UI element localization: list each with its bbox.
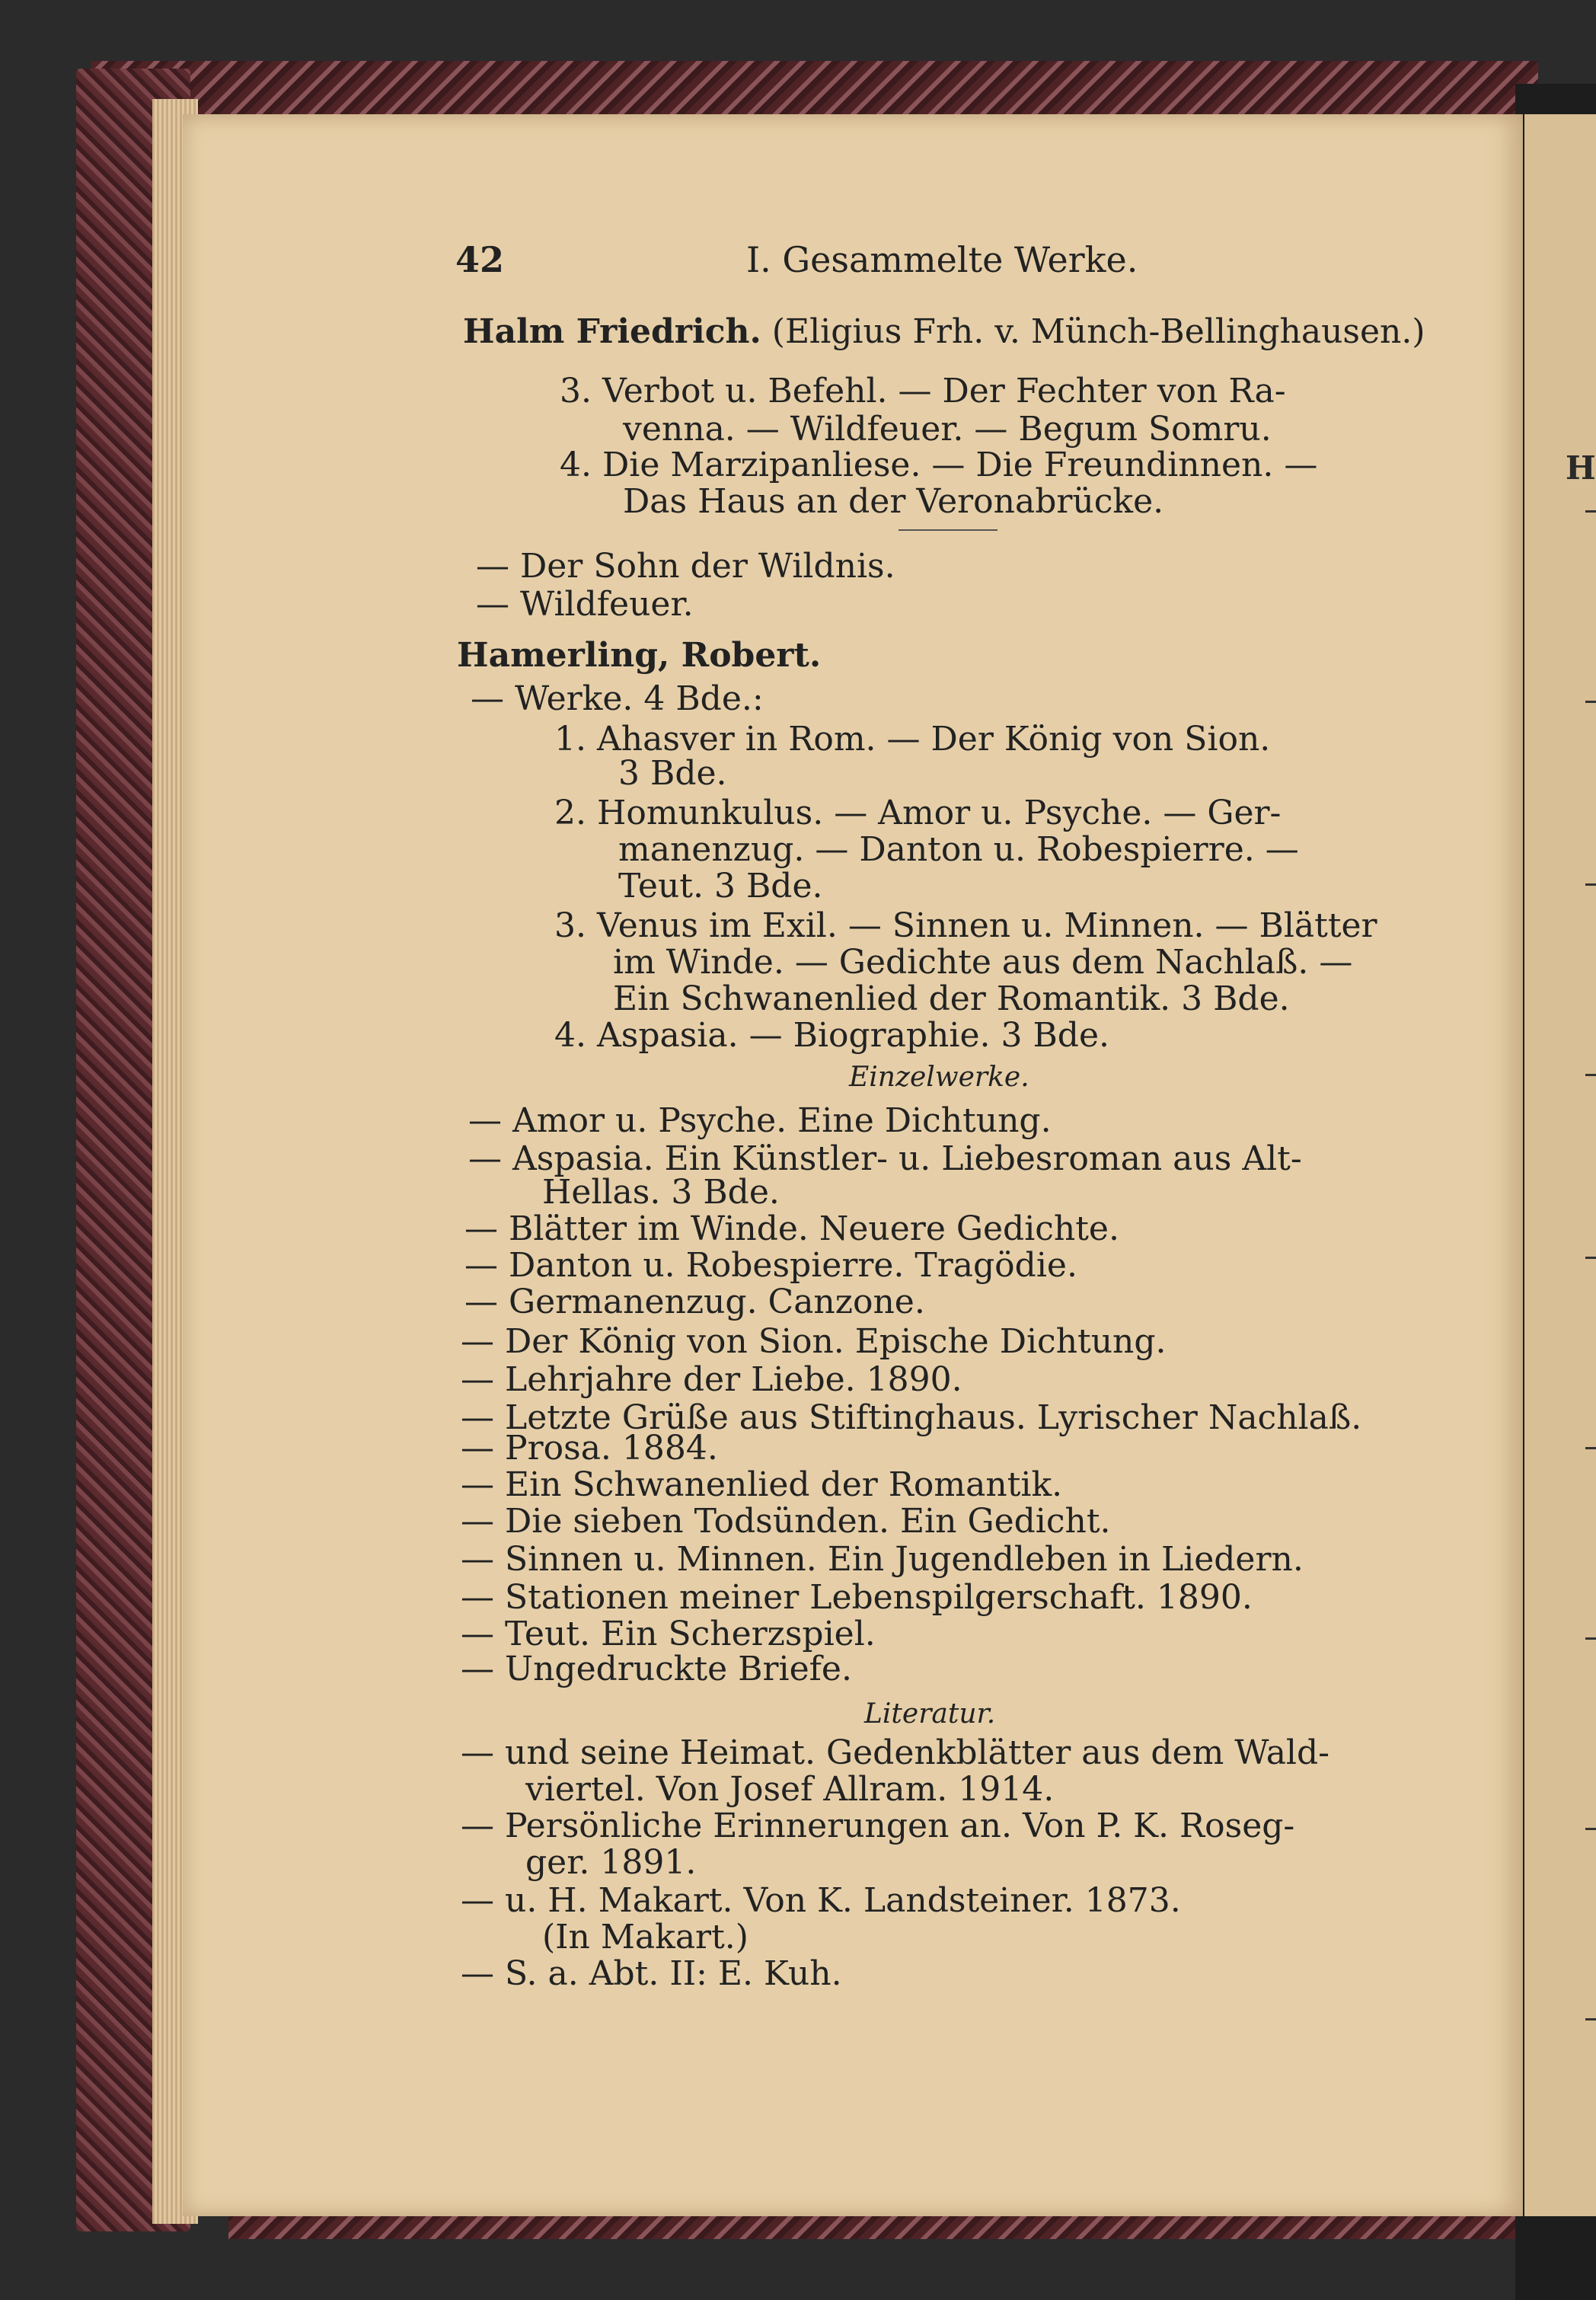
einzelwerk-line: — Die sieben Todsünden. Ein Gedicht. xyxy=(461,1502,1111,1541)
works-line: 3 Bde. xyxy=(618,754,727,793)
literatur-line: — u. H. Makart. Von K. Landsteiner. 1873. xyxy=(461,1881,1181,1920)
halm-single: — Der Sohn der Wildnis. xyxy=(476,547,895,586)
einzelwerke-heading: Einzelwerke. xyxy=(849,1062,1029,1093)
einzelwerk-line: — Lehrjahre der Liebe. 1890. xyxy=(461,1360,962,1399)
halm-name: Halm Friedrich. xyxy=(463,312,761,351)
halm-pseudonym: (Eligius Frh. v. Münch-Bellinghausen.) xyxy=(771,312,1425,351)
halm-line: 3. Verbot u. Befehl. — Der Fechter von Ra- xyxy=(560,372,1286,410)
literatur-line: viertel. Von Josef Allram. 1914. xyxy=(525,1770,1055,1809)
einzelwerk-line: — Der König von Sion. Epische Dichtung. xyxy=(461,1322,1167,1361)
separator-rule xyxy=(899,529,998,531)
einzelwerk-line: — Ein Schwanenlied der Romantik. xyxy=(461,1465,1063,1504)
next-page-fragment: H xyxy=(1566,449,1596,487)
einzelwerk-line: — Amor u. Psyche. Eine Dichtung. xyxy=(468,1101,1052,1140)
works-line: 4. Aspasia. — Biographie. 3 Bde. xyxy=(554,1016,1109,1055)
works-line: — Werke. 4 Bde.: xyxy=(471,679,764,718)
einzelwerk-line: — Aspasia. Ein Künstler- u. Liebesroman aus Alt- xyxy=(468,1139,1302,1178)
einzelwerk-line: — Prosa. 1884. xyxy=(461,1429,718,1468)
einzelwerk-line: Hellas. 3 Bde. xyxy=(542,1173,780,1212)
literatur-line: — S. a. Abt. II: E. Kuh. xyxy=(461,1954,842,1993)
einzelwerk-line: — Danton u. Robespierre. Tragödie. xyxy=(464,1246,1077,1285)
works-line: Teut. 3 Bde. xyxy=(618,867,823,906)
works-line: im Winde. — Gedichte aus dem Nachlaß. — xyxy=(613,943,1353,982)
works-line: manenzug. — Danton u. Robespierre. — xyxy=(618,830,1299,869)
next-page-edge xyxy=(1524,114,1596,2216)
literatur-line: (In Makart.) xyxy=(542,1918,749,1957)
halm-single: — Wildfeuer. xyxy=(476,585,694,624)
works-line: Ein Schwanenlied der Romantik. 3 Bde. xyxy=(613,979,1290,1018)
halm-line: Das Haus an der Veronabrücke. xyxy=(623,482,1164,521)
literatur-line: — und seine Heimat. Gedenkblätter aus dem Wald- xyxy=(461,1733,1330,1772)
einzelwerk-line: — Germanenzug. Canzone. xyxy=(464,1283,925,1321)
works-line: 2. Homunkulus. — Amor u. Psyche. — Ger- xyxy=(554,794,1282,832)
einzelwerk-line: — Blätter im Winde. Neuere Gedichte. xyxy=(464,1209,1119,1248)
halm-line: venna. — Wildfeuer. — Begum Somru. xyxy=(623,410,1272,449)
einzelwerk-line: — Stationen meiner Lebenspilgerschaft. 1890. xyxy=(461,1578,1253,1617)
literatur-line: — Persönliche Erinnerungen an. Von P. K. Roseg- xyxy=(461,1806,1295,1845)
einzelwerk-line: — Sinnen u. Minnen. Ein Jugendleben in Liedern. xyxy=(461,1540,1304,1579)
page-number: 42 xyxy=(455,239,505,280)
literatur-line: ger. 1891. xyxy=(525,1843,697,1882)
einzelwerk-line: — Ungedruckte Briefe. xyxy=(461,1650,852,1688)
literatur-heading: Literatur. xyxy=(864,1698,996,1730)
entry-heading-halm xyxy=(463,312,1425,351)
halm-line: 4. Die Marzipanliese. — Die Freundinnen. — xyxy=(560,446,1318,484)
works-line: 1. Ahasver in Rom. — Der König von Sion. xyxy=(554,720,1271,759)
running-title: I. Gesammelte Werke. xyxy=(746,239,1138,280)
entry-heading-hamerling: Hamerling, Robert. xyxy=(457,636,822,675)
einzelwerk-line: — Teut. Ein Scherzspiel. xyxy=(461,1615,876,1653)
einzelwerk-line: — Letzte Grüße aus Stiftinghaus. Lyrischer Nachlaß. xyxy=(461,1398,1362,1437)
works-line: 3. Venus im Exil. — Sinnen u. Minnen. — Blätter xyxy=(554,906,1377,945)
